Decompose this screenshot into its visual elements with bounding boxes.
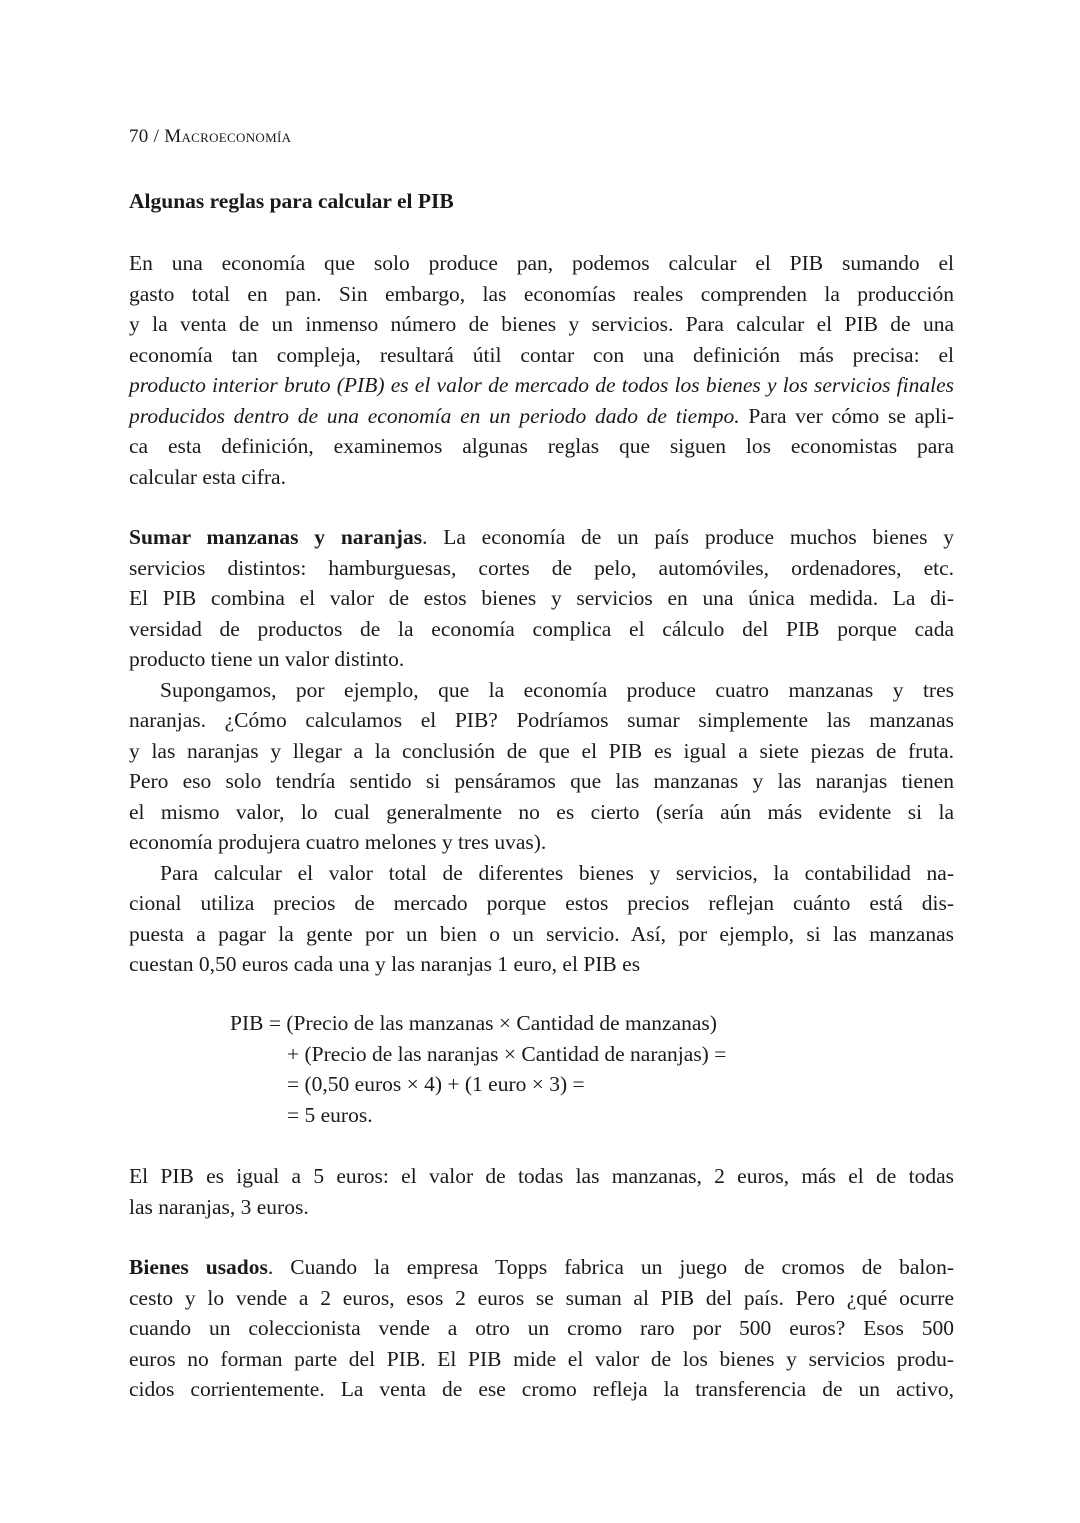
paragraph-used-goods xyxy=(129,1252,954,1405)
text-line xyxy=(129,766,954,797)
text-line xyxy=(129,736,954,767)
italic-definition: producidos dentro de una economía en un periodo dado de tiempo. xyxy=(129,403,740,428)
text-run: Para ver cómo se apli- xyxy=(739,403,955,428)
text-run: Para calcular el valor total de diferentes bienes y servicios, la contabilidad na- xyxy=(160,860,954,885)
text-line xyxy=(129,340,954,371)
paragraph-apples-oranges xyxy=(129,522,954,980)
text-run: y las naranjas y llegar a la conclusión de que el PIB es igual a siete piezas de fruta. xyxy=(129,738,954,763)
text-line xyxy=(129,553,954,584)
text-line xyxy=(129,1344,954,1375)
text-line xyxy=(129,675,954,706)
text-run: gasto total en pan. Sin embargo, las economías reales comprenden la producción xyxy=(129,281,954,306)
text-run: cional utiliza precios de mercado porque estos precios reflejan cuánto está dis- xyxy=(129,891,954,915)
text-line xyxy=(129,1192,954,1223)
text-line xyxy=(129,644,954,675)
text-line xyxy=(129,279,954,310)
text-line xyxy=(129,431,954,462)
text-line xyxy=(129,827,954,858)
text-line xyxy=(129,1283,954,1314)
run-in-heading: Bienes usados xyxy=(129,1255,268,1279)
text-line xyxy=(129,309,954,340)
text-run: economía produjera cuatro melones y tres uvas). xyxy=(129,830,547,854)
text-run: euros no forman parte del PIB. El PIB mide el valor de los bienes y servicios produ- xyxy=(129,1346,954,1371)
running-header xyxy=(129,126,291,148)
page-number: 70 / xyxy=(129,126,160,147)
text-line xyxy=(129,462,954,493)
text-line xyxy=(129,1252,954,1283)
text-line xyxy=(129,401,954,432)
equation-line: = 5 euros. xyxy=(287,1102,373,1127)
text-run: puesta a pagar la gente por un bien o un servicio. Así, por ejemplo, si las manzanas xyxy=(129,921,954,946)
text-run: . La economía de un país produce muchos bienes y xyxy=(422,525,954,549)
equation-line: = (0,50 euros × 4) + (1 euro × 3) = xyxy=(287,1072,585,1096)
text-run: naranjas. ¿Cómo calculamos el PIB? Podríamos sumar simplemente las manzanas xyxy=(129,708,954,732)
text-line xyxy=(129,614,954,645)
gdp-equation xyxy=(230,1008,726,1130)
section-title: Macroeconomía xyxy=(164,126,292,147)
text-run: ca esta definición, examinemos algunas reglas que siguen los economistas para xyxy=(129,434,954,458)
run-in-heading: Sumar manzanas y naranjas xyxy=(129,525,423,549)
italic-definition: producto interior bruto (PIB) es el valor de mercado de todos los bienes y los servicios finales xyxy=(129,373,954,397)
text-run: servicios distintos: hamburguesas, cortes de pelo, automóviles, ordenadores, etc. xyxy=(129,555,954,580)
text-run: las naranjas, 3 euros. xyxy=(129,1194,309,1219)
text-run: En una economía que solo produce pan, podemos calcular el PIB sumando el xyxy=(129,251,954,275)
text-run: versidad de productos de la economía complica el cálculo del PIB porque cada xyxy=(129,616,954,641)
text-run: Pero eso solo tendría sentido si pensáramos que las manzanas y las naranjas tienen xyxy=(129,769,954,793)
text-line xyxy=(129,1313,954,1344)
text-run: cidos corrientemente. La venta de ese cromo refleja la transferencia de un activo, xyxy=(129,1377,954,1401)
text-run: y la venta de un inmenso número de bienes y servicios. Para calcular el PIB de una xyxy=(129,312,954,336)
text-line xyxy=(129,858,954,889)
text-line xyxy=(129,1161,954,1192)
text-run: el mismo valor, lo cual generalmente no es cierto (sería aún más evidente si la xyxy=(129,799,954,824)
text-run: cuando un coleccionista vende a otro un cromo raro por 500 euros? Esos 500 xyxy=(129,1316,954,1340)
text-run: calcular esta cifra. xyxy=(129,464,286,489)
text-line xyxy=(129,919,954,950)
text-line xyxy=(129,248,954,279)
paragraph-definition xyxy=(129,248,954,492)
text-line xyxy=(129,705,954,736)
text-run: Supongamos, por ejemplo, que la economía produce cuatro manzanas y tres xyxy=(160,677,954,702)
equation-line: + (Precio de las naranjas × Cantidad de naranjas) = xyxy=(287,1041,727,1066)
text-run: . Cuando la empresa Topps fabrica un juego de cromos de balon- xyxy=(267,1255,954,1279)
equation-line: PIB = (Precio de las manzanas × Cantidad de manzanas) xyxy=(230,1011,717,1035)
text-line xyxy=(129,1374,954,1405)
text-run: economía tan compleja, resultará útil contar con una definición más precisa: el xyxy=(129,342,954,367)
section-heading: Algunas reglas para calcular el PIB xyxy=(129,189,454,213)
text-line xyxy=(129,949,954,980)
text-run: producto tiene un valor distinto. xyxy=(129,647,405,671)
text-line xyxy=(129,522,954,553)
text-line xyxy=(129,797,954,828)
text-line xyxy=(129,370,954,401)
text-line xyxy=(129,583,954,614)
text-run: El PIB es igual a 5 euros: el valor de todas las manzanas, 2 euros, más el de todas xyxy=(129,1164,954,1188)
text-run: cuestan 0,50 euros cada una y las naranjas 1 euro, el PIB es xyxy=(129,952,641,976)
text-run: cesto y lo vende a 2 euros, esos 2 euros se suman al PIB del país. Pero ¿qué ocurre xyxy=(129,1285,954,1310)
text-line xyxy=(129,888,954,919)
paragraph-result xyxy=(129,1161,954,1222)
text-run: El PIB combina el valor de estos bienes y servicios en una única medida. La di- xyxy=(129,586,954,610)
